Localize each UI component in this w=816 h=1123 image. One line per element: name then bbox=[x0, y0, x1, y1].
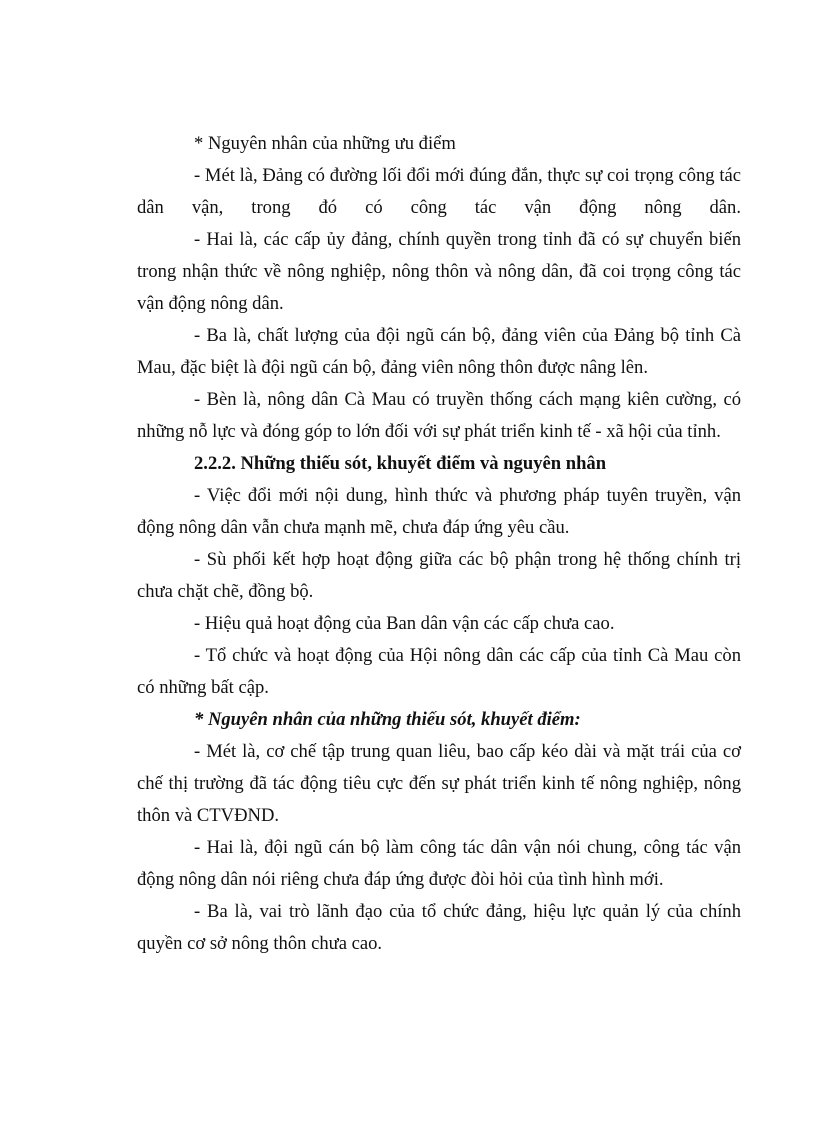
strengths-cause-3: - Ba là, chất lượng của đội ngũ cán bộ, đảng viên của Đảng bộ tỉnh Cà Mau, đặc biệt là đội ngũ cán bộ, đảng viên nông thôn được nâng lên. bbox=[137, 325, 741, 378]
shortcoming-3: - Hiệu quả hoạt động của Ban dân vận các cấp chưa cao. bbox=[194, 613, 615, 634]
strengths-cause-heading: * Nguyên nhân của những ưu điểm bbox=[194, 133, 456, 154]
shortcomings-cause-1: - Mét là, cơ chế tập trung quan liêu, bao cấp kéo dài và mặt trái của cơ chế thị trường đã tác động tiêu cực đến sự phát triển kinh tế nông nghiệp, nông thôn và CTVĐND. bbox=[137, 741, 741, 826]
section-heading-2-2-2: 2.2.2. Những thiếu sót, khuyết điểm và nguyên nhân bbox=[194, 453, 607, 474]
shortcoming-4: - Tổ chức và hoạt động của Hội nông dân các cấp của tỉnh Cà Mau còn có những bất cập. bbox=[137, 645, 741, 698]
strengths-cause-1: - Mét là, Đảng có đường lối đổi mới đúng đắn, thực sự coi trọng công tác dân vận, trong đó có công tác vận động nông dân. bbox=[137, 165, 741, 218]
shortcomings-cause-2: - Hai là, đội ngũ cán bộ làm công tác dân vận nói chung, công tác vận động nông dân nói riêng chưa đáp ứng được đòi hỏi của tình hình mới. bbox=[137, 837, 741, 890]
shortcomings-cause-heading: * Nguyên nhân của những thiếu sót, khuyết điểm: bbox=[194, 709, 581, 730]
shortcoming-2: - Sù phối kết hợp hoạt động giữa các bộ phận trong hệ thống chính trị chưa chặt chẽ, đồng bộ. bbox=[137, 549, 741, 602]
shortcoming-1: - Việc đổi mới nội dung, hình thức và phương pháp tuyên truyền, vận động nông dân vẫn chưa mạnh mẽ, chưa đáp ứng yêu cầu. bbox=[137, 485, 741, 538]
document-body bbox=[137, 128, 741, 960]
strengths-cause-2: - Hai là, các cấp ủy đảng, chính quyền trong tỉnh đã có sự chuyển biến trong nhận thức về nông nghiệp, nông thôn và nông dân, đã coi trọng công tác vận động nông dân. bbox=[137, 229, 741, 314]
shortcomings-cause-3: - Ba là, vai trò lãnh đạo của tổ chức đảng, hiệu lực quản lý của chính quyền cơ sở nông thôn chưa cao. bbox=[137, 901, 741, 954]
strengths-cause-4: - Bèn là, nông dân Cà Mau có truyền thống cách mạng kiên cường, có những nỗ lực và đóng góp to lớn đối với sự phát triển kinh tế - xã hội của tỉnh. bbox=[137, 389, 741, 442]
